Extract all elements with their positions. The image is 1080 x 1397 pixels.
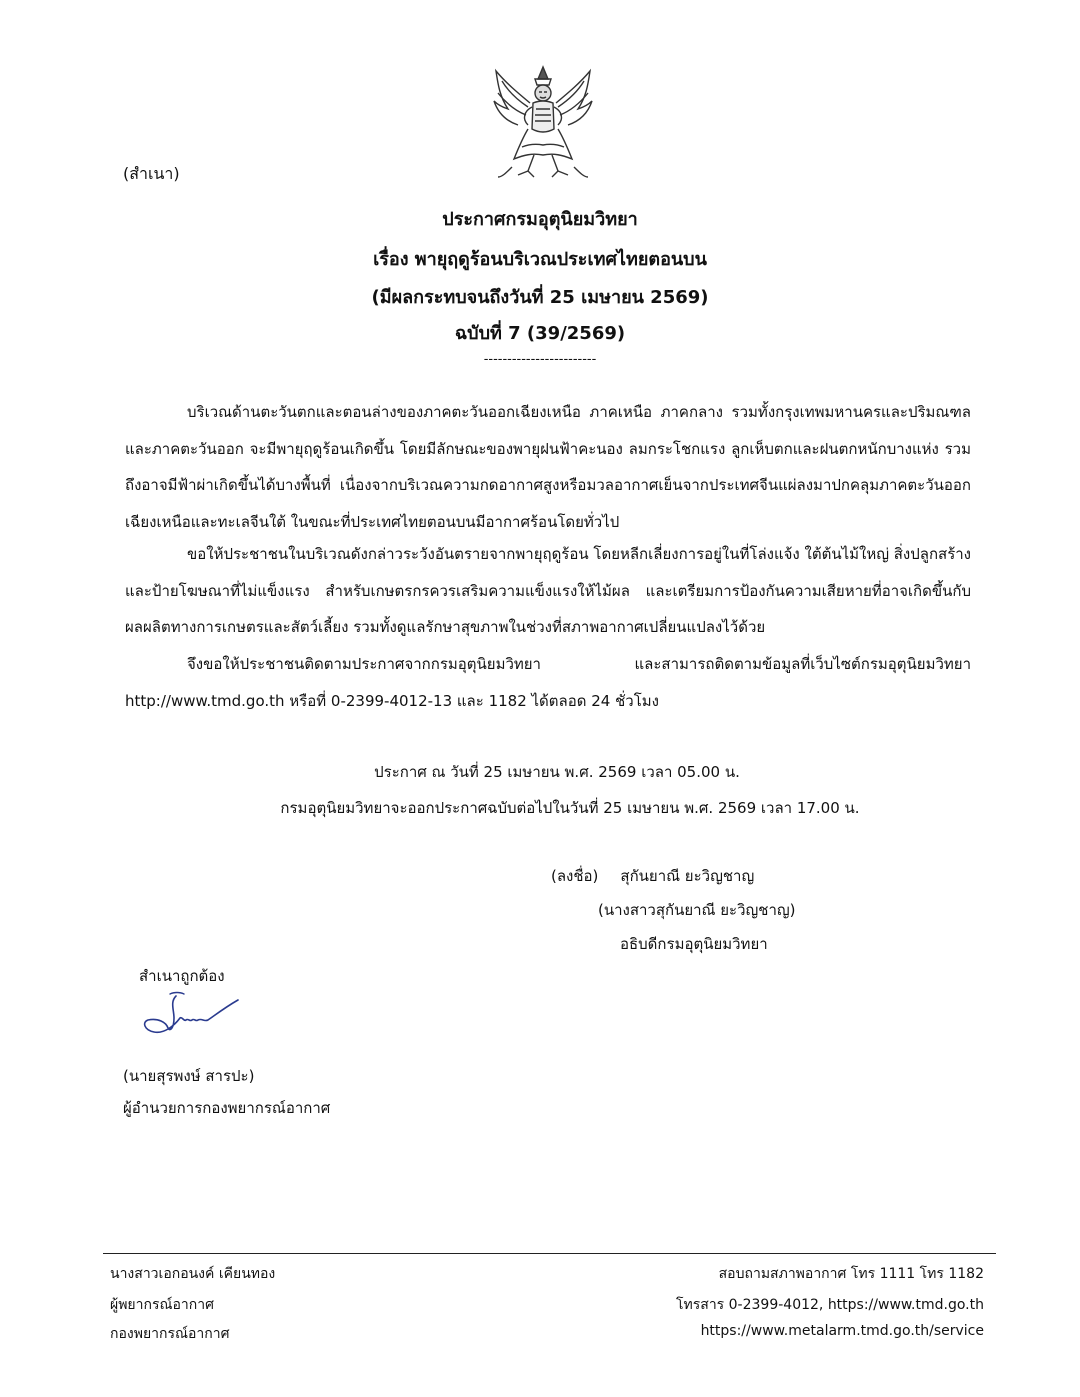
signed-label: (ลงชื่อ) bbox=[551, 867, 599, 885]
footer-fax-website: โทรสาร 0-2399-4012, https://www.tmd.go.th bbox=[676, 1297, 984, 1313]
footer-hotline: สอบถามสภาพอากาศ โทร 1111 โทร 1182 bbox=[718, 1266, 984, 1282]
certified-copy-label: สำเนาถูกต้อง bbox=[139, 967, 225, 985]
title-line-2: เรื่อง พายุฤดูร้อนบริเวณประเทศไทยตอนบน bbox=[373, 249, 707, 270]
signatory-full-name: (นางสาวสุกันยาณี ยะวิญชาญ) bbox=[598, 901, 796, 919]
certifier-name: (นายสุรพงษ์ สารปะ) bbox=[123, 1067, 255, 1085]
body-paragraph-3 bbox=[125, 646, 971, 719]
footer-divider bbox=[103, 1253, 996, 1254]
signatory-position: อธิบดีกรมอุตุนิยมวิทยา bbox=[620, 935, 768, 953]
certifier-position: ผู้อำนวยการกองพยากรณ์อากาศ bbox=[123, 1099, 331, 1117]
title-line-1: ประกาศกรมอุตุนิยมวิทยา bbox=[442, 209, 638, 230]
next-announcement: กรมอุตุนิยมวิทยาจะออกประกาศฉบับต่อไปในวันที่ 25 เมษายน พ.ศ. 2569 เวลา 17.00 น. bbox=[280, 799, 860, 817]
footer-division: กองพยากรณ์อากาศ bbox=[110, 1326, 230, 1342]
title-separator: ------------------------ bbox=[483, 352, 597, 367]
title-line-3: (มีผลกระทบจนถึงวันที่ 25 เมษายน 2569) bbox=[371, 287, 709, 308]
signed-line bbox=[551, 864, 754, 888]
issued-date: ประกาศ ณ วันที่ 25 เมษายน พ.ศ. 2569 เวลา 05.00 น. bbox=[374, 763, 740, 781]
copy-label: (สำเนา) bbox=[123, 164, 180, 183]
footer-metalarm-link: https://www.metalarm.tmd.go.th/service bbox=[700, 1323, 984, 1339]
footer-forecaster-name: นางสาวเอกอนงค์ เคียนทอง bbox=[110, 1266, 276, 1282]
garuda-emblem-icon bbox=[488, 63, 598, 181]
signed-name: สุกันยาณี ยะวิญชาญ bbox=[620, 867, 755, 885]
title-line-4: ฉบับที่ 7 (39/2569) bbox=[454, 323, 626, 344]
body-paragraph-2 bbox=[125, 536, 971, 646]
footer-forecaster-role: ผู้พยากรณ์อากาศ bbox=[110, 1297, 214, 1313]
body-paragraph-3-text: จึงขอให้ประชาชนติดตามประกาศจากกรมอุตุนิยมวิทยา และสามารถติดตามข้อมูลที่เว็บไซต์กรมอุตุนิยมวิทยา http://www.tmd.go.th หรือที่ 0-2399-4012-13 และ 1182 ได้ตลอด 24 ชั่วโมง bbox=[125, 655, 971, 710]
body-paragraph-1-text: บริเวณด้านตะวันตกและตอนล่างของภาคตะวันออกเฉียงเหนือ ภาคเหนือ ภาคกลาง รวมทั้งกรุงเทพมหานครและปริมณฑล และภาคตะวันออก จะมีพายุฤดูร้อนเกิดขึ้น โดยมีลักษณะของพายุฝนฟ้าคะนอง ลมกระโชกแรง ลูกเห็บตกและฝนตกหนักบางแห่ง รวมถึงอาจมีฟ้าผ่าเกิดขึ้นได้บางพื้นที่ เนื่องจากบริเวณความกดอากาศสูงหรือมวลอากาศเย็นจากประเทศจีนแผ่ลงมาปกคลุมภาคตะวันออกเฉียงเหนือและทะเลจีนใต้ ในขณะที่ประเทศไทยตอนบนมีอากาศร้อนโดยทั่วไป bbox=[125, 403, 971, 531]
body-paragraph-2-text: ขอให้ประชาชนในบริเวณดังกล่าวระวังอันตรายจากพายุฤดูร้อน โดยหลีกเลี่ยงการอยู่ในที่โล่งแจ้ง ใต้ต้นไม้ใหญ่ สิ่งปลูกสร้างและป้ายโฆษณาที่ไม่แข็งแรง สำหรับเกษตรกรควรเสริมความแข็งแรงให้ไม้ผล และเตรียมการป้องกันความเสียหายที่อาจเกิดขึ้นกับผลผลิตทางการเกษตรและสัตว์เลี้ยง รวมทั้งดูแลรักษาสุขภาพในช่วงที่สภาพอากาศเปลี่ยนแปลงไว้ด้วย bbox=[125, 545, 972, 636]
handwritten-signature-icon bbox=[140, 988, 242, 1038]
body-paragraph-1 bbox=[125, 394, 971, 540]
